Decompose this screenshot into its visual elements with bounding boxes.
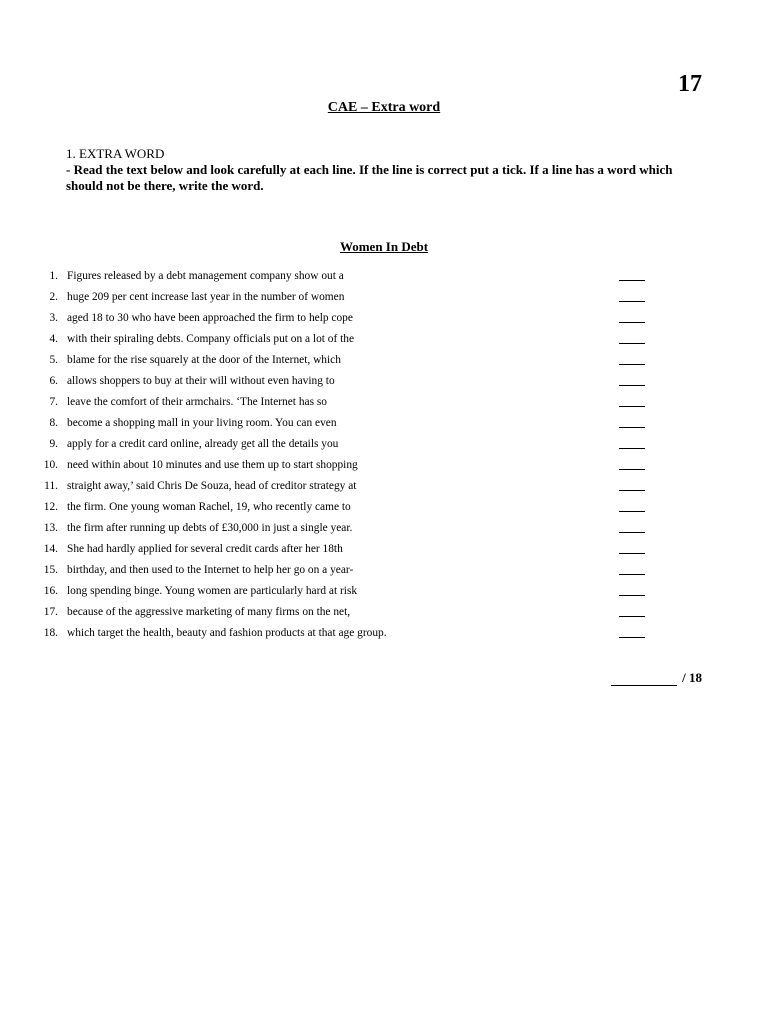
answer-blank[interactable] (619, 301, 645, 302)
exercise-heading: 1. EXTRA WORD (66, 146, 165, 161)
line-number: 15. (43, 564, 58, 576)
text-line (30, 414, 650, 435)
line-number: 18. (43, 627, 58, 639)
document-title: CAE – Extra word (327, 100, 441, 115)
line-text: allows shoppers to buy at their will without even having to (67, 375, 335, 387)
line-text: which target the health, beauty and fashion products at that age group. (67, 627, 387, 639)
answer-blank[interactable] (619, 553, 645, 554)
line-text: become a shopping mall in your living room. You can even (67, 417, 337, 429)
line-number: 12. (43, 501, 58, 513)
line-text: blame for the rise squarely at the door of the Internet, which (67, 354, 341, 366)
line-number: 1. (49, 270, 58, 282)
text-line (30, 624, 650, 645)
line-text: need within about 10 minutes and use them up to start shopping (67, 459, 358, 471)
line-text: the firm. One young woman Rachel, 19, who recently came to (67, 501, 351, 513)
text-line (30, 393, 650, 414)
line-text: long spending binge. Young women are particularly hard at risk (67, 585, 358, 597)
score-box (611, 670, 702, 686)
line-number: 16. (43, 585, 58, 597)
text-line (30, 582, 650, 603)
answer-blank[interactable] (619, 322, 645, 323)
answer-blank[interactable] (619, 532, 645, 533)
line-text: straight away,’ said Chris De Souza, head of creditor strategy at (67, 480, 357, 492)
line-number: 4. (49, 333, 58, 345)
answer-blank[interactable] (619, 385, 645, 386)
text-line (30, 309, 650, 330)
line-text: the firm after running up debts of £30,000 in just a single year. (67, 522, 353, 534)
answer-blank[interactable] (619, 637, 645, 638)
exercise-instructions-block (66, 146, 706, 194)
line-number: 9. (49, 438, 58, 450)
line-text: leave the comfort of their armchairs. ‘The Internet has so (67, 396, 327, 408)
exercise-instructions: - Read the text below and look carefully at each line. If the line is correct put a tick. If a line has a word which should not be there, write the word. (66, 162, 673, 193)
text-line (30, 372, 650, 393)
line-text: with their spiraling debts. Company officials put on a lot of the (67, 333, 355, 345)
page-number: 17 (678, 71, 702, 97)
line-number: 3. (49, 312, 58, 324)
text-line (30, 498, 650, 519)
answer-blank[interactable] (619, 343, 645, 344)
text-line (30, 456, 650, 477)
line-text: Figures released by a debt management company show out a (67, 270, 344, 282)
answer-blank[interactable] (619, 595, 645, 596)
text-line (30, 519, 650, 540)
answer-blank[interactable] (619, 511, 645, 512)
line-number: 2. (49, 291, 58, 303)
text-title: Women In Debt (339, 239, 429, 254)
score-blank[interactable] (611, 672, 677, 686)
text-line (30, 435, 650, 456)
answer-blank[interactable] (619, 616, 645, 617)
text-line (30, 351, 650, 372)
answer-blank[interactable] (619, 280, 645, 281)
line-number: 7. (49, 396, 58, 408)
text-line (30, 477, 650, 498)
line-text: because of the aggressive marketing of many firms on the net, (67, 606, 351, 618)
line-number: 10. (43, 459, 58, 471)
line-number: 8. (49, 417, 58, 429)
line-number: 17. (43, 606, 58, 618)
score-total-label: / 18 (682, 670, 702, 685)
text-line (30, 330, 650, 351)
line-number: 11. (44, 480, 58, 492)
text-line (30, 267, 650, 288)
answer-blank[interactable] (619, 469, 645, 470)
line-number: 5. (49, 354, 58, 366)
text-line (30, 603, 650, 624)
line-text: aged 18 to 30 who have been approached the firm to help cope (67, 312, 353, 324)
line-text: birthday, and then used to the Internet to help her go on a year- (67, 564, 354, 576)
text-line (30, 561, 650, 582)
text-line (30, 540, 650, 561)
line-text: apply for a credit card online, already get all the details you (67, 438, 339, 450)
answer-blank[interactable] (619, 427, 645, 428)
line-number: 6. (49, 375, 58, 387)
answer-blank[interactable] (619, 406, 645, 407)
line-number: 14. (43, 543, 58, 555)
numbered-text-lines (30, 267, 650, 645)
answer-blank[interactable] (619, 364, 645, 365)
line-text: She had hardly applied for several credit cards after her 18th (67, 543, 343, 555)
line-text: huge 209 per cent increase last year in the number of women (67, 291, 345, 303)
line-number: 13. (43, 522, 58, 534)
answer-blank[interactable] (619, 574, 645, 575)
answer-blank[interactable] (619, 490, 645, 491)
answer-blank[interactable] (619, 448, 645, 449)
text-line (30, 288, 650, 309)
